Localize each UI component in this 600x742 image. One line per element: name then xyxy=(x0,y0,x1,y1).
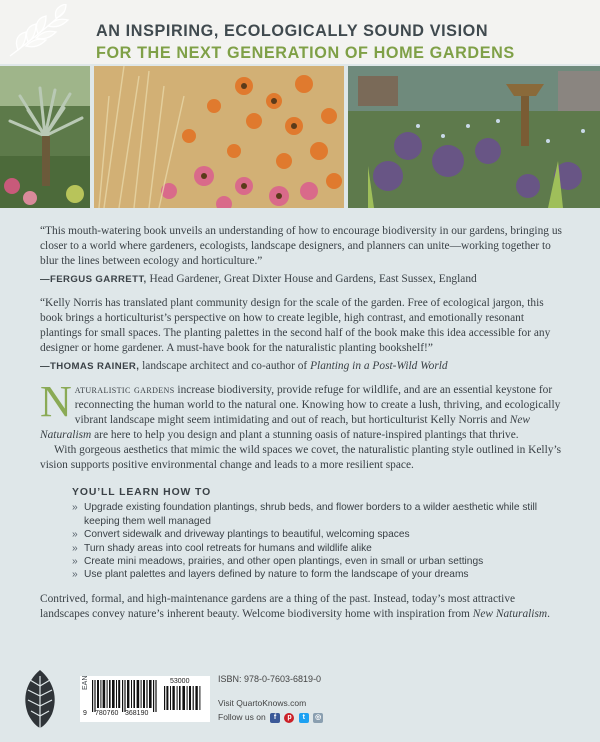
quote-1-attribution xyxy=(40,272,562,287)
headline-line-1: AN INSPIRING, ECOLOGICALLY SOUND VISION xyxy=(96,22,489,40)
quote-2-attribution xyxy=(40,359,562,374)
photo-meadow-birdbath xyxy=(348,66,600,208)
isbn: ISBN: 978-0-7603-6819-0 xyxy=(218,674,322,684)
photo-strip xyxy=(0,66,600,208)
price-barcode-icon xyxy=(164,686,204,710)
follow-label: Follow us on xyxy=(218,712,266,722)
learn-list xyxy=(72,501,562,581)
publisher-leaf-icon xyxy=(18,668,62,732)
learn-item xyxy=(72,555,562,568)
closing-text: Contrived, formal, and high-maintenance gardens are a thing of the past. Instead, today’s most attractive landscapes convey nature’s inherent beauty. Welcome biodiversity home with inspiration from xyxy=(40,592,516,620)
intro-title: New Naturalism xyxy=(40,414,531,441)
learn-item-text: Upgrade existing foundation plantings, shrub beds, and flower borders to a wilder aesthetic while still keeping them well managed xyxy=(84,502,538,527)
photo-agave-garden xyxy=(0,66,90,208)
closing-end: . xyxy=(547,607,550,620)
quote-2-author: —THOMAS RAINER, xyxy=(40,361,140,372)
twitter-icon[interactable]: t xyxy=(299,713,309,723)
bullet-icon: » xyxy=(72,502,78,514)
pinterest-icon[interactable]: p xyxy=(284,713,294,723)
learn-item xyxy=(72,542,562,555)
barcode-digits-left: 780760 xyxy=(95,710,119,717)
closing-paragraph xyxy=(40,592,562,622)
intro-text-a: increase biodiversity, provide refuge for wildlife, and are an essential keystone for reconnecting the human world to the natural one. Knowing how to create a lush, thriving, and ecologically vibrant landscape might seem intimidating and out of reach, but horticulturist Kelly Norris and xyxy=(74,384,561,426)
quote-1-text: “This mouth-watering book unveils an understanding of how to encourage biodiversity in our gardens, bringing us closer to a world where gardeners, ecologists, landscape designers, and planners can unite—working together to blur the lines between ecology and horticulture.” xyxy=(40,225,562,267)
bullet-icon: » xyxy=(72,542,78,554)
intro-paragraph xyxy=(40,377,562,443)
headline-line-2: FOR THE NEXT GENERATION OF HOME GARDENS xyxy=(96,44,515,62)
bullet-icon: » xyxy=(72,569,78,581)
visit-link[interactable]: Visit QuartoKnows.com xyxy=(218,698,307,708)
footer xyxy=(0,668,600,742)
intro-paragraph-2: With gorgeous aesthetics that mimic the wild spaces we covet, the naturalistic planting style outlined in Kelly’s vision supports positive environmental change and leads to a more resilient space. xyxy=(40,444,562,471)
learn-item-text: Use plant palettes and layers defined by nature to form the landscape of your dreams xyxy=(84,569,469,581)
quote-2-book: Planting in a Post-Wild World xyxy=(310,360,448,372)
publisher-info xyxy=(218,674,323,727)
quote-1-role: Head Gardener, Great Dixter House and Gardens, East Sussex, England xyxy=(149,273,477,285)
learn-title: YOU’LL LEARN HOW TO xyxy=(72,487,212,498)
barcode xyxy=(80,676,210,722)
header-band xyxy=(0,0,600,64)
intro-smallcaps: aturalistic gardens xyxy=(74,384,175,396)
quote-2-text: “Kelly Norris has translated plant community design for the scale of the garden. Free of ecological jargon, this book brings a horticulturist’s perspective on how to create legible, high contrast, and emotionally resonant plantings for small spaces. The planting palettes in the second half of the book make this idea accessible for any designer or home gardener. A must-have book for the naturalistic planting bookshelf!” xyxy=(40,297,551,354)
main-content xyxy=(40,224,562,622)
barcode-digits-right: 368190 xyxy=(125,710,149,717)
learn-item-text: Convert sidewalk and driveway plantings to beautiful, welcoming spaces xyxy=(84,529,410,541)
ean-label: EAN xyxy=(82,675,89,690)
quote-2-role: landscape architect and co-author of xyxy=(142,360,308,372)
intro-text-b: are here to help you design and plant a stunning oasis of nature-inspired plantings that thrive. xyxy=(91,429,519,441)
closing-title: New Naturalism xyxy=(472,607,548,620)
leaf-branch-icon xyxy=(4,4,82,60)
learn-item xyxy=(72,568,562,581)
barcode-bars-icon xyxy=(92,680,158,712)
learn-section xyxy=(72,486,562,582)
learn-item-text: Create mini meadows, prairies, and other open plantings, even in small or urban settings xyxy=(84,556,484,568)
instagram-icon[interactable]: ◎ xyxy=(315,713,322,721)
follow-row xyxy=(218,712,323,723)
bullet-icon: » xyxy=(72,556,78,568)
price-code: 53000 xyxy=(170,678,190,685)
bullet-icon: » xyxy=(72,529,78,541)
headline xyxy=(96,20,515,64)
learn-item xyxy=(72,528,562,541)
quote-1-author: —FERGUS GARRETT, xyxy=(40,274,147,285)
drop-cap: N xyxy=(40,377,72,426)
photo-coneflowers xyxy=(94,66,344,208)
learn-item-text: Turn shady areas into cool retreats for humans and wildlife alike xyxy=(84,542,372,554)
facebook-icon[interactable]: f xyxy=(270,713,280,723)
learn-item xyxy=(72,501,562,528)
barcode-digit-first: 9 xyxy=(83,710,87,717)
